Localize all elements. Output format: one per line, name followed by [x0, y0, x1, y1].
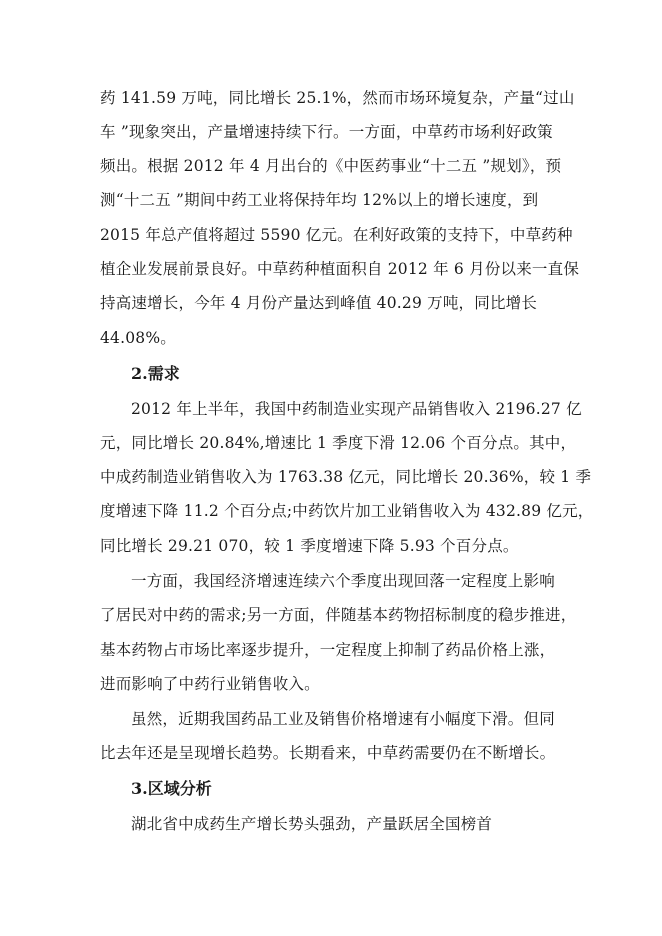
paragraph-line: 2015 年总产值将超过 5590 亿元。在利好政策的支持下，中草药种: [100, 226, 573, 244]
paragraph-line: 2012 年上半年，我国中药制造业实现产品销售收入 2196.27 亿: [131, 400, 582, 418]
section-heading-regional-analysis: 3.区域分析: [131, 779, 212, 798]
paragraph-line: 频出。根据 2012 年 4 月出台的《中医药事业“十二五 ”规划》，预: [100, 157, 562, 175]
paragraph-line: 植企业发展前景良好。中草药种植面积自 2012 年 6 月份以来一直保: [100, 260, 580, 278]
paragraph-line: 一方面，我国经济增速连续六个季度出现回落一定程度上影响: [131, 572, 555, 590]
paragraph-line: 车 ”现象突出，产量增速持续下行。一方面，中草药市场利好政策: [100, 123, 553, 141]
paragraph-line: 进而影响了中药行业销售收入。: [100, 675, 320, 693]
paragraph-line: 药 141.59 万吨，同比增长 25.1%，然而市场环境复杂，产量“过山: [100, 89, 575, 107]
paragraph-line: 虽然，近期我国药品工业及销售价格增速有小幅度下滑。但同: [131, 710, 555, 728]
paragraph-line: 持高速增长，今年 4 月份产量达到峰值 40.29 万吨，同比增长: [100, 294, 538, 312]
paragraph-line: 度增速下降 11.2 个百分点;中药饮片加工业销售收入为 432.89 亿元，: [100, 502, 594, 520]
section-heading-demand: 2.需求: [131, 364, 180, 383]
paragraph-line: 中成药制造业销售收入为 1763.38 亿元，同比增长 20.36%，较 1 季: [100, 468, 592, 486]
paragraph-line: 比去年还是呈现增长趋势。长期看来，中草药需要仍在不断增长。: [100, 744, 556, 762]
paragraph-line: 了居民对中药的需求;另一方面，伴随基本药物招标制度的稳步推进，: [100, 606, 577, 624]
paragraph-line: 测“十二五 ”期间中药工业将保持年均 12%以上的增长速度，到: [100, 191, 539, 209]
paragraph-line: 基本药物占市场比率逐步提升，一定程度上抑制了药品价格上涨，: [100, 641, 556, 659]
paragraph-line: 湖北省中成药生产增长势头强劲，产量跃居全国榜首: [131, 815, 493, 833]
paragraph-line: 同比增长 29.21 070，较 1 季度增速下降 5.93 个百分点。: [100, 537, 519, 555]
paragraph-line: 元，同比增长 20.84%,增速比 1 季度下滑 12.06 个百分点。其中，: [100, 434, 577, 452]
paragraph-line: 44.08%。: [100, 329, 177, 347]
